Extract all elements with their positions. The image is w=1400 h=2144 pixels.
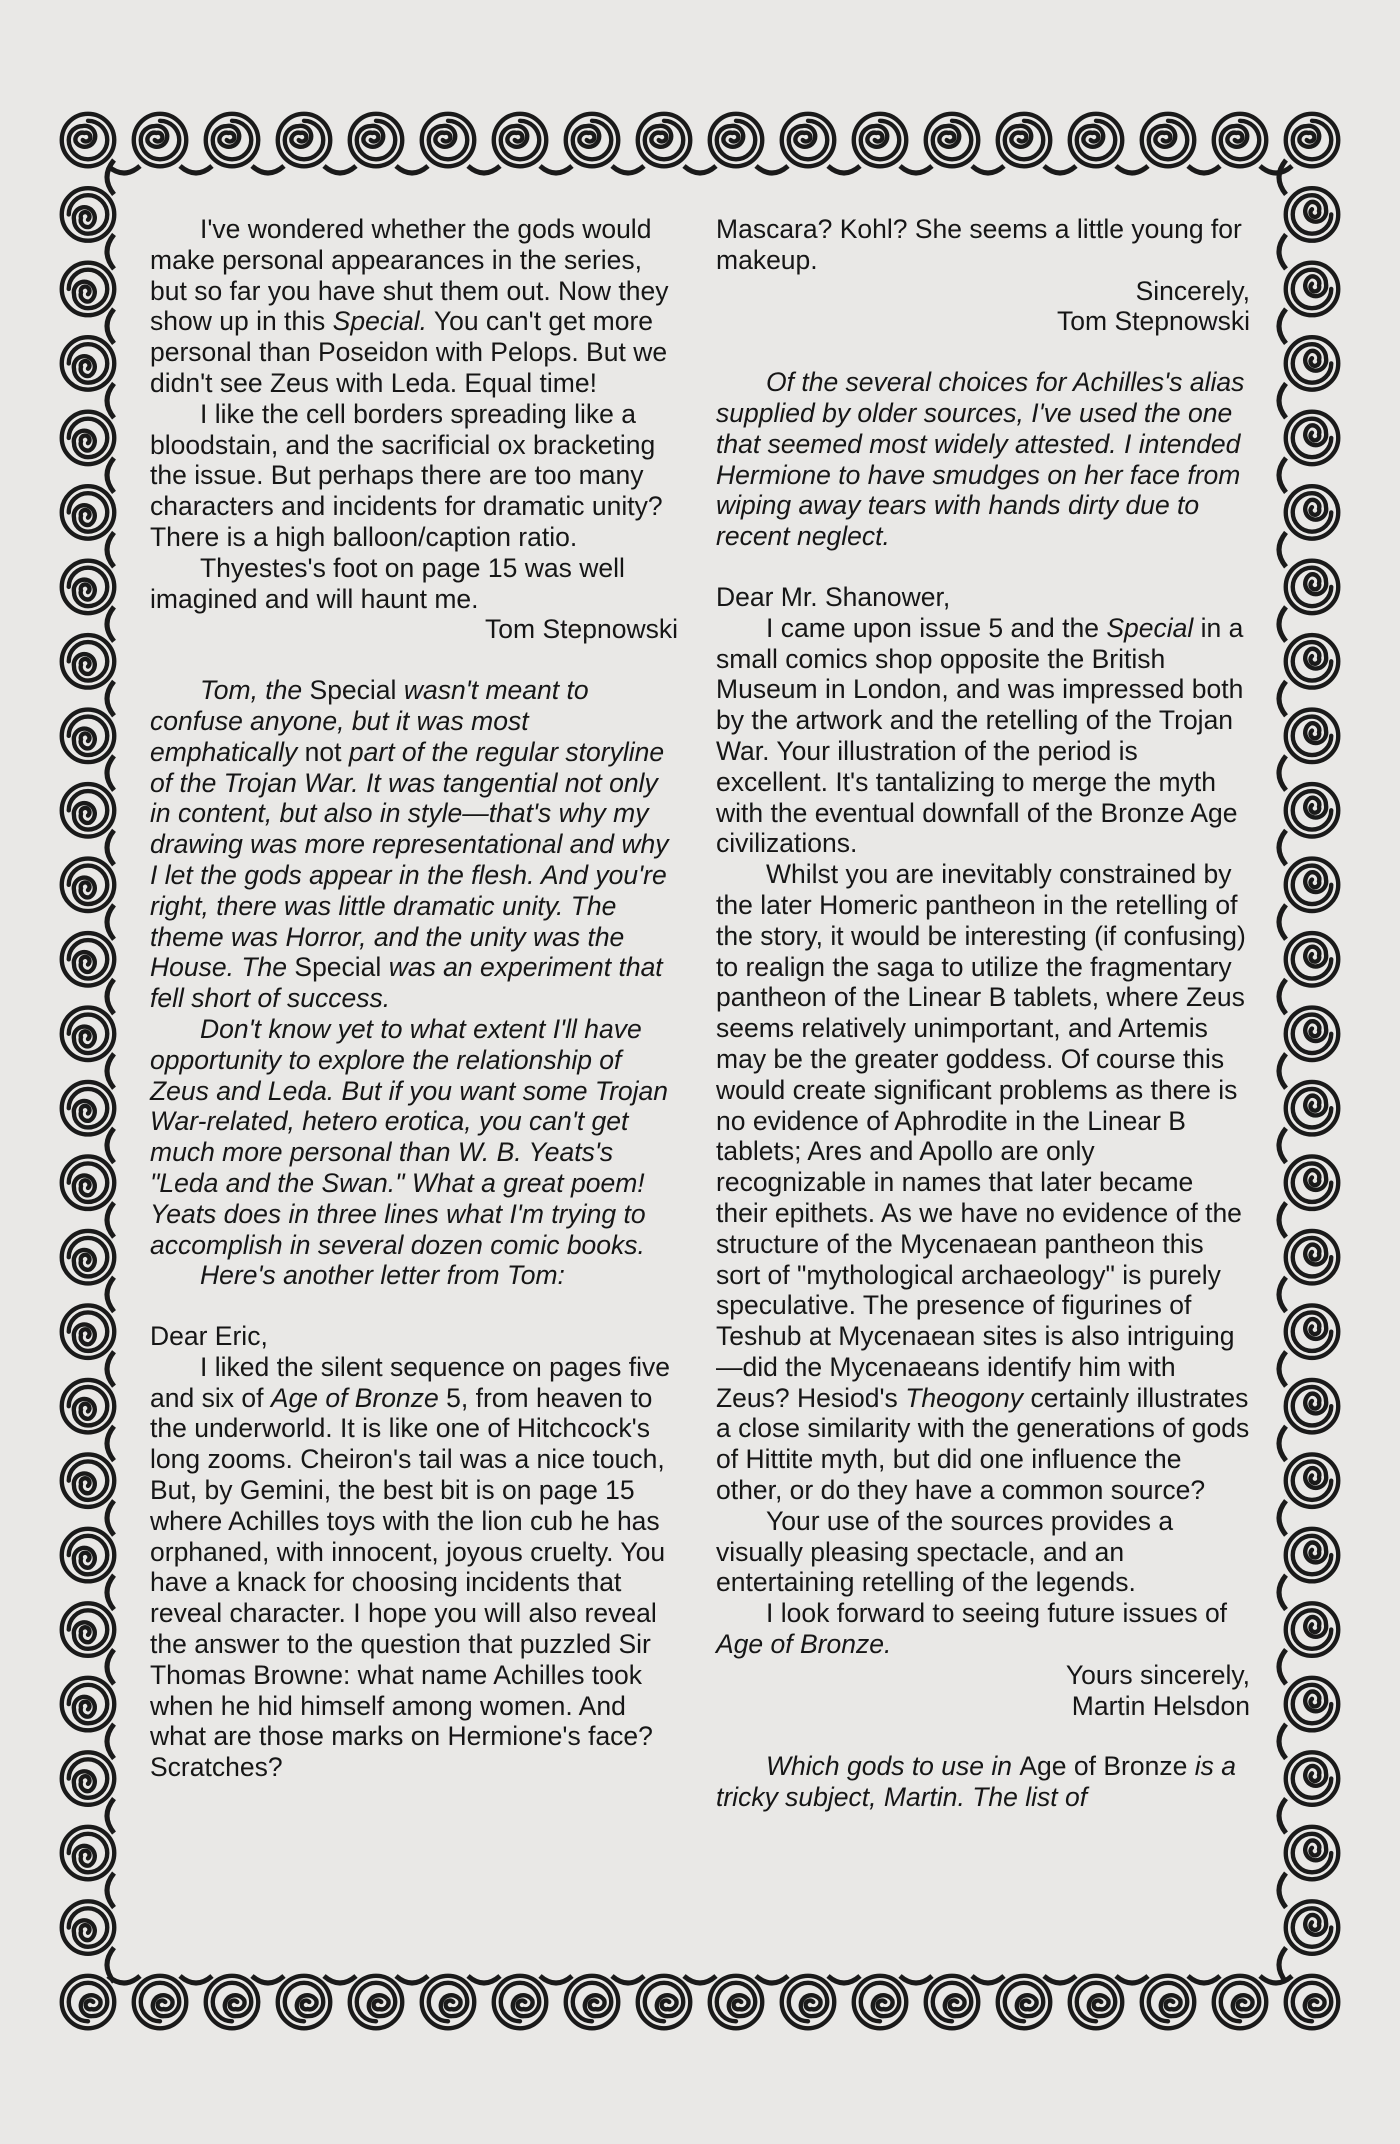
spiral-wave-icon: [62, 859, 115, 912]
spiral-wave-icon: [62, 114, 115, 167]
border-connector: [828, 166, 860, 173]
spiral-wave-icon: [62, 933, 115, 986]
border-connector: [252, 1976, 284, 1983]
border-connector: [107, 1203, 114, 1237]
border-connector: [1279, 1575, 1286, 1609]
border-connector: [107, 756, 114, 790]
spiral-wave-icon: [62, 784, 115, 837]
spiral-wave-icon: [62, 263, 115, 316]
spiral-wave-icon: [1142, 114, 1195, 167]
spiral-wave-icon: [62, 1008, 115, 1061]
spiral-wave-icon: [62, 188, 115, 241]
spiral-wave-icon: [1214, 1976, 1267, 2029]
border-connector: [612, 1976, 644, 1983]
spiral-wave-icon: [350, 1976, 403, 2029]
border-connector: [1279, 458, 1286, 492]
border-connector: [324, 1976, 356, 1983]
spiral-wave-icon: [494, 1976, 547, 2029]
spiral-wave-icon: [1286, 1678, 1339, 1731]
border-connector: [684, 1976, 716, 1983]
spiral-wave-icon: [1286, 1305, 1339, 1358]
border-connector: [107, 1650, 114, 1684]
spiral-wave-icon: [1286, 710, 1339, 763]
border-connector: [107, 607, 114, 641]
spiral-wave-icon: [1286, 933, 1339, 986]
right-column: [716, 214, 1250, 1813]
spiral-wave-icon: [1286, 263, 1339, 316]
border-connector: [1044, 1976, 1076, 1983]
border-connector: [1279, 234, 1286, 268]
spiral-wave-icon: [1286, 561, 1339, 614]
border-connector: [107, 309, 114, 343]
spiral-wave-icon: [350, 114, 403, 167]
border-connector: [324, 166, 356, 173]
border-connector: [107, 1277, 114, 1311]
border-connector: [107, 979, 114, 1013]
border-connector: [107, 234, 114, 268]
letter-signature: Tom Stepnowski: [485, 614, 678, 645]
spiral-wave-icon: [62, 1305, 115, 1358]
letter-paragraph: Your use of the sources provides a visually pleasing spectacle, and an entertaining retelling of the legends.: [716, 1505, 1174, 1598]
border-connector: [1188, 166, 1220, 173]
border-connector: [468, 166, 500, 173]
spiral-wave-icon: [782, 114, 835, 167]
spiral-wave-icon: [206, 1976, 259, 2029]
spiral-wave-icon: [62, 710, 115, 763]
spiral-wave-icon: [1286, 635, 1339, 688]
spiral-wave-icon: [62, 1678, 115, 1731]
spiral-wave-icon: [62, 1380, 115, 1433]
letter-paragraph: I look forward to seeing future issues of Age of Bronze.: [716, 1598, 1228, 1660]
spiral-wave-icon: [1286, 1082, 1339, 1135]
border-connector: [1279, 1799, 1286, 1833]
border-connector: [1279, 1501, 1286, 1535]
spiral-wave-icon: [1070, 1976, 1123, 2029]
border-connector: [900, 1976, 932, 1983]
border-connector: [1279, 830, 1286, 864]
border-connector: [1279, 1277, 1286, 1311]
spiral-wave-icon: [638, 114, 691, 167]
border-connector: [107, 830, 114, 864]
border-connector: [107, 532, 114, 566]
letter-salutation: Dear Mr. Shanower,: [716, 581, 951, 612]
spiral-wave-icon: [62, 1827, 115, 1880]
spiral-wave-icon: [926, 1976, 979, 2029]
spiral-wave-icon: [206, 114, 259, 167]
border-connector: [1279, 1650, 1286, 1684]
border-connector: [107, 1128, 114, 1162]
spiral-wave-icon: [1286, 1231, 1339, 1284]
spiral-wave-icon: [62, 1603, 115, 1656]
spiral-wave-icon: [782, 1976, 835, 2029]
spiral-wave-icon: [1286, 1603, 1339, 1656]
border-connector: [468, 1976, 500, 1983]
border-connector: [107, 905, 114, 939]
spiral-wave-icon: [638, 1976, 691, 2029]
border-connector: [107, 1948, 114, 1982]
spiral-wave-icon: [1214, 114, 1267, 167]
spiral-wave-icon: [278, 1976, 331, 2029]
border-connector: [1279, 681, 1286, 715]
spiral-wave-icon: [62, 1976, 115, 2029]
border-connector: [1260, 166, 1292, 173]
spiral-wave-icon: [62, 1752, 115, 1805]
letter-paragraph: I like the cell borders spreading like a bloodstain, and the sacrificial ox bracketing the issue. But perhaps there are too many characters and incidents for dramatic unity? There is a high balloon/caption ratio.: [150, 398, 663, 552]
spiral-wave-icon: [854, 1976, 907, 2029]
spiral-wave-icon: [134, 114, 187, 167]
border-connector: [107, 1352, 114, 1386]
spiral-wave-icon: [710, 114, 763, 167]
border-connector: [1279, 1426, 1286, 1460]
spiral-wave-icon: [62, 635, 115, 688]
spiral-wave-icon: [1286, 486, 1339, 539]
editor-reply-paragraph: Don't know yet to what extent I'll have opportunity to explore the relationship of Zeus and Leda. But if you want some Trojan War-related, hetero erotica, you can't get much more personal than W. B. Yeats's "Leda and the Swan." What a great poem! Yeats does in three lines what I'm trying to accomplish in several dozen comic books.: [150, 1013, 669, 1260]
spiral-wave-icon: [1286, 412, 1339, 465]
border-connector: [972, 166, 1004, 173]
border-connector: [107, 458, 114, 492]
border-connector: [107, 1873, 114, 1907]
border-connector: [1279, 383, 1286, 417]
border-connector: [1116, 1976, 1148, 1983]
border-connector: [1279, 905, 1286, 939]
letter-paragraph: I've wondered whether the gods would make personal appearances in the series, but so far you have shut them out. Now they show up in this Special. You can't get more personal than Poseidon with Pelops. But we didn't see Zeus with Leda. Equal time!: [150, 214, 669, 398]
left-column: [150, 214, 678, 1783]
border-connector: [396, 166, 428, 173]
border-connector: [107, 383, 114, 417]
spiral-wave-icon: [926, 114, 979, 167]
border-connector: [1279, 1948, 1286, 1982]
spiral-wave-icon: [134, 1976, 187, 2029]
border-connector: [1279, 1724, 1286, 1758]
border-connector: [1279, 1873, 1286, 1907]
border-connector: [107, 1501, 114, 1535]
spiral-wave-icon: [1286, 188, 1339, 241]
spiral-wave-icon: [1286, 859, 1339, 912]
letter-paragraph: I came upon issue 5 and the Special in a small comics shop opposite the British Museum in London, and was impressed both by the artwork and the retelling of the Trojan War. Your illustration of the period is excellent. It's tantalizing to merge the myth with the eventual downfall of the Bronze Age civilizations.: [716, 612, 1244, 859]
border-connector: [180, 1976, 212, 1983]
editor-reply-paragraph: Here's another letter from Tom:: [200, 1260, 565, 1291]
border-connector: [108, 166, 140, 173]
border-connector: [540, 166, 572, 173]
border-connector: [828, 1976, 860, 1983]
spiral-wave-icon: [1286, 1901, 1339, 1954]
border-connector: [1044, 166, 1076, 173]
spiral-wave-icon: [422, 1976, 475, 2029]
spiral-wave-icon: [62, 1454, 115, 1507]
border-connector: [1279, 979, 1286, 1013]
spiral-wave-icon: [62, 1231, 115, 1284]
border-connector: [1279, 1128, 1286, 1162]
spiral-wave-icon: [422, 114, 475, 167]
spiral-wave-icon: [494, 114, 547, 167]
spiral-wave-icon: [62, 561, 115, 614]
border-connector: [756, 166, 788, 173]
editor-reply-paragraph: Of the several choices for Achilles's alias supplied by older sources, I've used the one that seemed most widely attested. I intended Hermione to have smudges on her face from wiping away tears with hands dirty due to recent neglect.: [716, 367, 1245, 552]
letter-signature: Tom Stepnowski: [1057, 306, 1250, 337]
border-connector: [1279, 756, 1286, 790]
border-connector: [107, 160, 114, 194]
spiral-wave-icon: [710, 1976, 763, 2029]
spiral-wave-icon: [1070, 114, 1123, 167]
border-connector: [396, 1976, 428, 1983]
spiral-wave-icon: [1286, 114, 1339, 167]
letter-paragraph: Thyestes's foot on page 15 was well imagined and will haunt me.: [150, 552, 625, 614]
spiral-wave-icon: [1286, 337, 1339, 390]
border-connector: [900, 166, 932, 173]
spiral-wave-icon: [1286, 784, 1339, 837]
spiral-wave-icon: [1286, 1976, 1339, 2029]
letter-paragraph: Whilst you are inevitably constrained by the later Homeric pantheon in the retelling of the story, it would be interesting (if confusing) to realign the saga to utilize the fragmentary pantheon of the Linear B tablets, where Zeus seems relatively unimportant, and Artemis may be the greater goddess. Of course this would create significant problems as there is no evidence of Aphrodite in the Linear B tablets; Ares and Apollo are only recognizable in names that later became their epithets. As we have no evidence of the structure of the Mycenaean pantheon this sort of "mythological archaeology" is purely speculative. The presence of figurines of Teshub at Mycenaean sites is also intriguing—did the Mycenaeans identify him with Zeus? Hesiod's Theogony certainly illustrates a close similarity with the generations of gods of Hittite myth, but did one influence the other, or do they have a common source?: [716, 859, 1250, 1506]
border-connector: [1116, 166, 1148, 173]
spiral-wave-icon: [62, 1529, 115, 1582]
border-connector: [1279, 1352, 1286, 1386]
border-connector: [252, 166, 284, 173]
spiral-wave-icon: [854, 114, 907, 167]
letter-paragraph: I liked the silent sequence on pages five and six of Age of Bronze 5, from heaven to the underworld. It is like one of Hitchcock's long zooms. Cheiron's tail was a nice touch, But, by Gemini, the best bit is on page 15 where Achilles toys with the lion cub he has orphaned, with innocent, joyous cruelty. You have a knack for choosing incidents that reveal character. I hope you will also reveal the answer to the question that puzzled Sir Thomas Browne: what name Achilles took when he hid himself among women. And what are those marks on Hermione's face? Scratches?: [150, 1351, 670, 1783]
spiral-wave-icon: [62, 1082, 115, 1135]
border-connector: [107, 1426, 114, 1460]
spiral-wave-icon: [566, 1976, 619, 2029]
border-connector: [684, 166, 716, 173]
spiral-wave-icon: [1286, 1008, 1339, 1061]
spiral-wave-icon: [278, 114, 331, 167]
letter-salutation: Dear Eric,: [150, 1321, 268, 1352]
border-connector: [1279, 160, 1286, 194]
border-connector: [1279, 532, 1286, 566]
editor-reply-paragraph: Which gods to use in Age of Bronze is a tricky subject, Martin. The list of: [716, 1751, 1236, 1813]
border-connector: [540, 1976, 572, 1983]
border-connector: [1279, 1054, 1286, 1088]
border-connector: [180, 166, 212, 173]
spiral-wave-icon: [1286, 1454, 1339, 1507]
border-connector: [107, 1575, 114, 1609]
spiral-wave-icon: [1286, 1752, 1339, 1805]
border-connector: [1279, 607, 1286, 641]
spiral-wave-icon: [998, 1976, 1051, 2029]
spiral-wave-icon: [998, 114, 1051, 167]
letter-closing: Sincerely,: [1135, 275, 1250, 306]
letter-paragraph: Mascara? Kohl? She seems a little young for makeup.: [716, 214, 1242, 275]
border-connector: [107, 681, 114, 715]
spiral-wave-icon: [1286, 1380, 1339, 1433]
border-connector: [972, 1976, 1004, 1983]
border-connector: [107, 1799, 114, 1833]
spiral-wave-icon: [1286, 1156, 1339, 1209]
border-connector: [756, 1976, 788, 1983]
spiral-wave-icon: [62, 1901, 115, 1954]
border-connector: [107, 1054, 114, 1088]
spiral-wave-icon: [62, 1156, 115, 1209]
border-connector: [107, 1724, 114, 1758]
spiral-wave-icon: [62, 337, 115, 390]
border-connector: [612, 166, 644, 173]
border-connector: [1188, 1976, 1220, 1983]
letter-signature: Martin Helsdon: [1071, 1690, 1250, 1721]
editor-reply-paragraph: Tom, the Special wasn't meant to confuse anyone, but it was most emphatically not part of the regular storyline of the Trojan War. It was tangential not only in content, but also in style—that's why my drawing was more representational and why I let the gods appear in the flesh. And you're right, there was little dramatic unity. The theme was Horror, and the unity was the House. The Special was an experiment that fell short of success.: [150, 675, 669, 1014]
spiral-wave-icon: [1286, 1529, 1339, 1582]
spiral-wave-icon: [566, 114, 619, 167]
spiral-wave-icon: [62, 412, 115, 465]
spiral-wave-icon: [1142, 1976, 1195, 2029]
border-connector: [1279, 1203, 1286, 1237]
letter-closing: Yours sincerely,: [1065, 1659, 1250, 1690]
spiral-wave-icon: [62, 486, 115, 539]
spiral-wave-icon: [1286, 1827, 1339, 1880]
border-connector: [1279, 309, 1286, 343]
